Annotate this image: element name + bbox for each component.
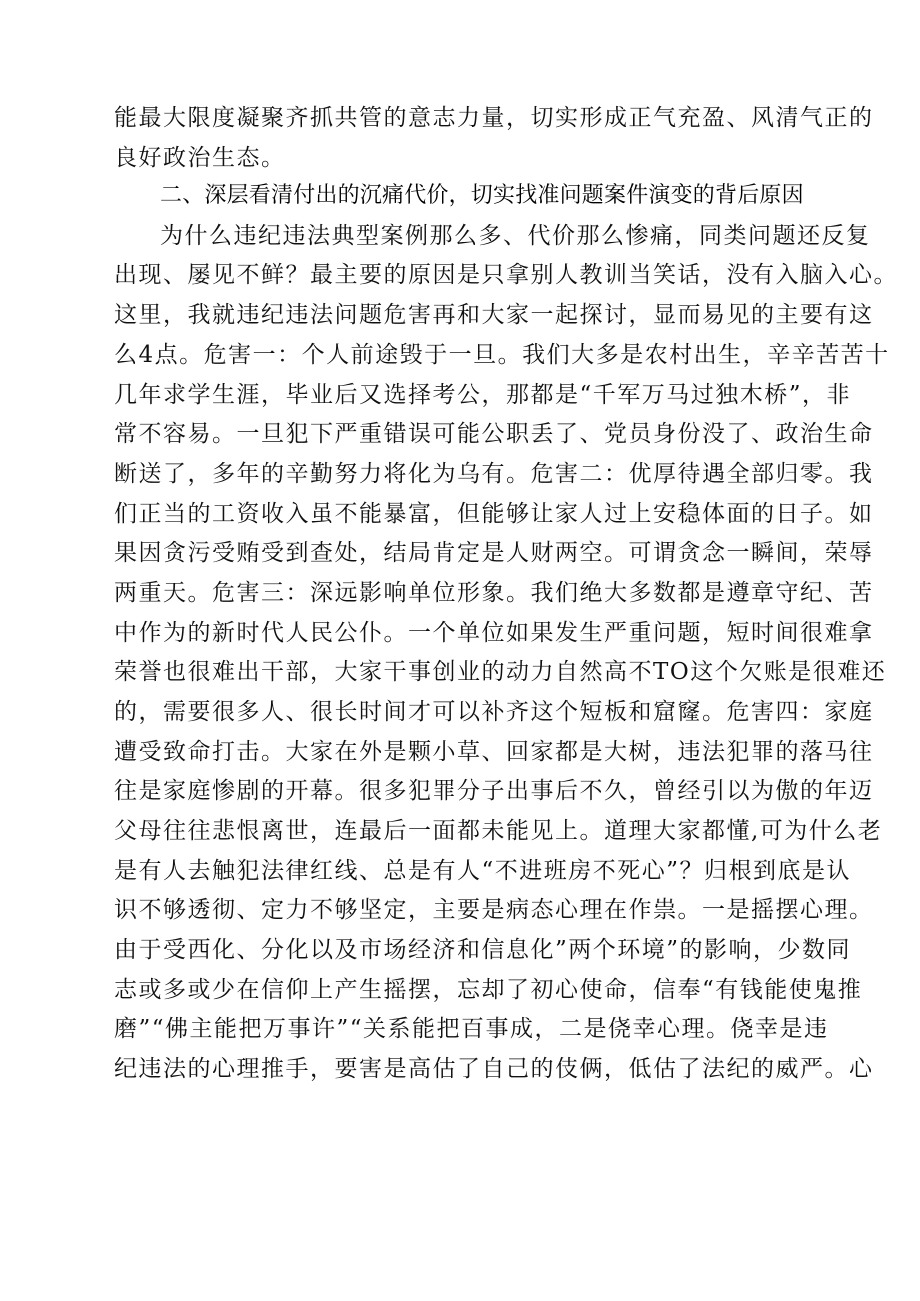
paragraph-line: 志或多或少在信仰上产生摇摆，忘却了初心使命，信奉“有钱能使鬼推 bbox=[114, 977, 863, 1003]
paragraph-line: 由于受西化、分化以及市场经济和信息化”两个环境”的影响，少数同 bbox=[114, 937, 852, 963]
paragraph-line: 遭受致命打击。大家在外是颗小草、回家都是大树，违法犯罪的落马往 bbox=[114, 739, 874, 765]
paragraph-line: 良好政治生态。 bbox=[114, 145, 286, 171]
paragraph-line: 是有人去触犯法律红线、总是有人“不进班房不死心”？归根到底是认 bbox=[114, 858, 852, 884]
paragraph-line: 往是家庭惨剧的开幕。很多犯罪分子出事后不久，曾经引以为傲的年迈 bbox=[114, 778, 874, 804]
paragraph-line: 常不容易。一旦犯下严重错误可能公职丢了、党员身份没了、政治生命 bbox=[114, 421, 874, 447]
section-heading: 二、深层看清付出的沉痛代价，切实找准问题案件演变的背后原因 bbox=[160, 183, 804, 208]
paragraph-line: 果因贪污受贿受到查处，结局肯定是人财两空。可谓贪念一瞬间，荣辱 bbox=[114, 540, 874, 566]
paragraph-line: 出现、屡见不鲜？最主要的原因是只拿别人教训当笑话，没有入脑入心。 bbox=[114, 262, 898, 288]
paragraph-line: 们正当的工资收入虽不能暴富，但能够让家人过上安稳体面的日子。如 bbox=[114, 501, 874, 527]
paragraph-line: 为什么违纪违法典型案例那么多、代价那么惨痛，同类问题还反复 bbox=[160, 223, 871, 249]
paragraph-line: 这里，我就违纪违法问题危害再和大家一起探讨，显而易见的主要有这 bbox=[114, 302, 874, 328]
paragraph-line: 么4点。危害一：个人前途毁于一旦。我们大多是农村出生，辛辛苦苦十 bbox=[114, 342, 890, 368]
paragraph-line: 的，需要很多人、很长时间才可以补齐这个短板和窟窿。危害四：家庭 bbox=[114, 699, 874, 725]
paragraph-line: 荣誉也很难出干部，大家干事创业的动力自然高不TO这个欠账是很难还 bbox=[114, 659, 887, 685]
paragraph-line: 磨”“佛主能把万事许”“关系能把百事成，二是侥幸心理。侥幸是违 bbox=[114, 1016, 829, 1042]
paragraph-line: 识不够透彻、定力不够坚定，主要是病态心理在作祟。一是摇摆心理。 bbox=[114, 897, 874, 923]
paragraph-line: 断送了，多年的辛勤努力将化为乌有。危害二：优厚待遇全部归零。我 bbox=[114, 461, 874, 487]
paragraph-line: 父母往往悲恨离世，连最后一面都未能见上。道理大家都懂,可为什么老 bbox=[114, 818, 883, 844]
paragraph-line: 能最大限度凝聚齐抓共管的意志力量，切实形成正气充盈、风清气正的 bbox=[114, 105, 874, 131]
paragraph-line: 纪违法的心理推手，要害是高估了自己的伎俩，低估了法纪的威严。心 bbox=[114, 1056, 874, 1082]
paragraph-line: 两重天。危害三：深远影响单位形象。我们绝大多数都是遵章守纪、苦 bbox=[114, 580, 874, 606]
paragraph-line: 几年求学生涯，毕业后又选择考公，那都是“千军万马过独木桥”，非 bbox=[114, 382, 852, 408]
paragraph-line: 中作为的新时代人民公仆。一个单位如果发生严重问题，短时间很难拿 bbox=[114, 620, 874, 646]
